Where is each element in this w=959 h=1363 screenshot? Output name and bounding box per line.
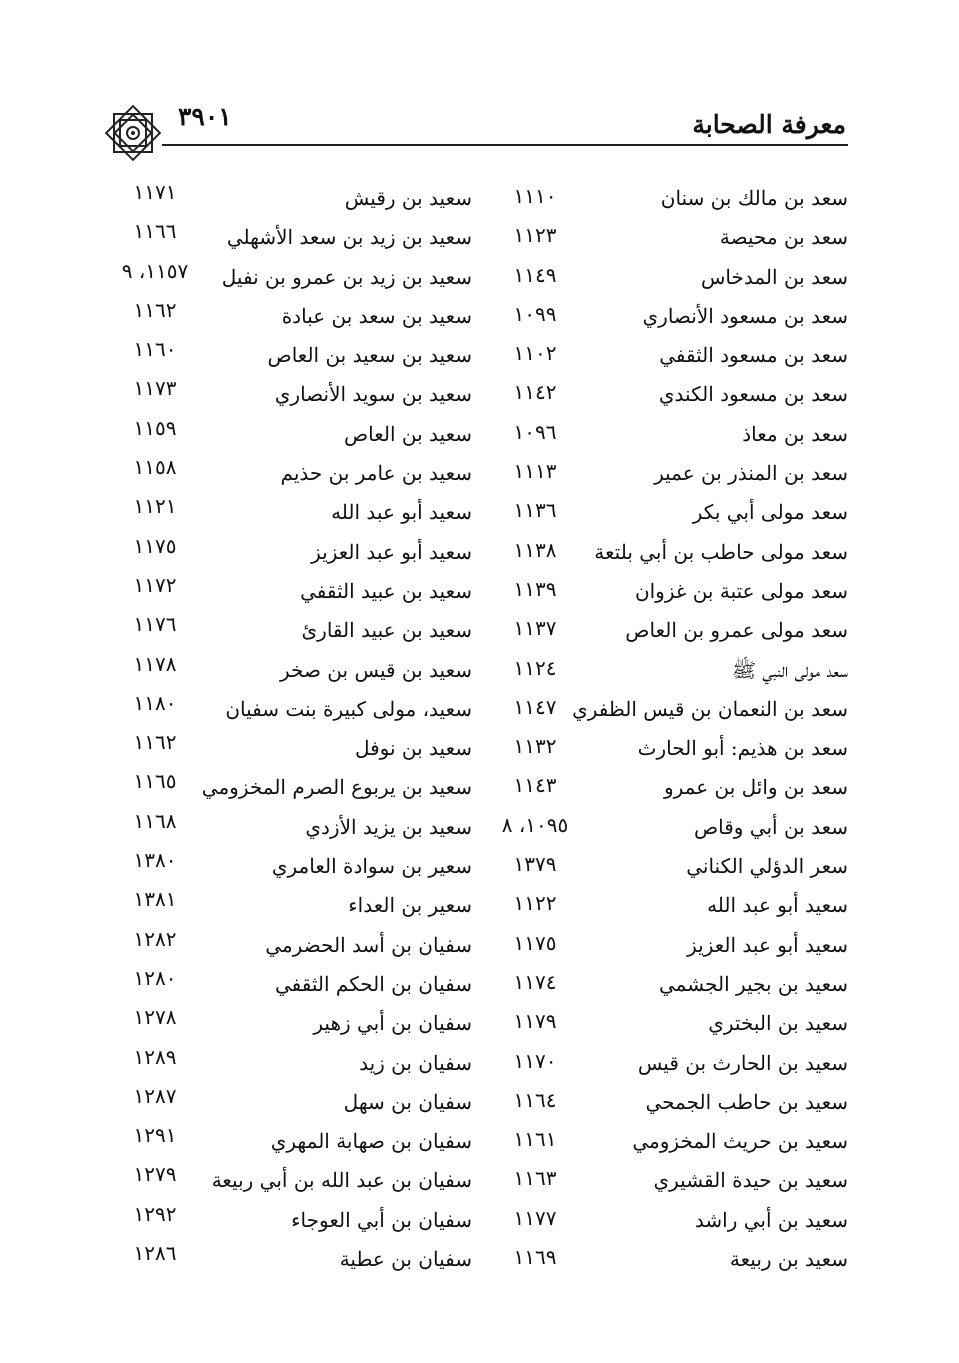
entry-name-left: سفيان بن سهل [343, 1089, 472, 1114]
list-item [110, 374, 848, 413]
entry-number-right: ١١٧٤ [513, 969, 557, 994]
list-item [110, 1082, 848, 1121]
entry-name-right: سعد بن معاذ [742, 421, 848, 446]
entry-number-left: ١١٧٢ [133, 572, 177, 597]
entry-name-left: سفيان بن الحكم الثقفي [274, 971, 472, 996]
entry-number-left: ١١٧٨ [133, 651, 177, 676]
entry-name-right: سعر الدؤلي الكناني [686, 854, 848, 879]
entry-name-left: سفيان بن أبي العوجاء [291, 1207, 472, 1232]
entry-number-right: ١١٧٧ [513, 1205, 557, 1230]
entry-number-right: ١١٦٩ [513, 1245, 557, 1270]
entry-name-right: سعد بن مالك بن سنان [660, 186, 848, 210]
entry-name-left: سفيان بن أسد الحضرمي [265, 932, 472, 957]
page-title: معرفة الصحابة [692, 110, 846, 139]
entry-name-left: سفيان بن عبد الله بن أبي ربيعة [211, 1168, 472, 1193]
list-item [110, 1043, 848, 1082]
entry-number-left: ١٢٩١ [133, 1123, 177, 1148]
list-item [110, 610, 848, 649]
entry-name-left: سعيد بن قيس بن صخر [280, 657, 472, 682]
entry-name-left: سعيد بن سويد الأنصاري [274, 382, 472, 407]
entry-name-right: سعد بن وائل بن عمرو [663, 775, 848, 800]
entry-name-left: سعيد بن سعيد بن العاص [267, 343, 472, 368]
entry-name-right: سعيد بن حاطب الجمحي [645, 1089, 848, 1114]
star-ornament-icon [100, 100, 166, 166]
list-item [110, 650, 848, 689]
entry-name-right: سعد بن أبي وقاص [693, 814, 848, 839]
entry-name-right: سعيد أبو عبد الله [707, 893, 848, 918]
entry-number-right: ١١٢٢ [513, 891, 557, 916]
entry-name-right: سعد مولى أبي بكر [692, 500, 848, 525]
list-item [110, 571, 848, 610]
entry-number-right: ١١٠٢ [513, 341, 557, 366]
list-item [110, 257, 848, 296]
entry-number-left: ١٢٧٩ [133, 1162, 177, 1187]
entry-name-left: سفيان بن عطية [339, 1247, 472, 1272]
entry-number-right: ١١١٠ [513, 184, 557, 208]
entry-number-left: ١١٦٢ [133, 730, 177, 755]
entry-name-right: سعد بن هذيم: أبو الحارث [637, 736, 848, 761]
entry-number-left: ١١٦٠ [133, 337, 177, 362]
entry-name-left: سعيد بن زيد بن سعد الأشهلي [226, 225, 472, 250]
entry-name-left: سعيد بن سعد بن عبادة [281, 303, 472, 328]
entry-name-left: سفيان بن زيد [359, 1050, 472, 1075]
list-item [110, 885, 848, 924]
list-item [110, 414, 848, 453]
entry-name-right: سعيد بن الحارث بن قيس [637, 1050, 848, 1075]
list-item [110, 178, 848, 217]
list-item [110, 846, 848, 885]
entry-number-left: ١٢٨٦ [133, 1241, 177, 1266]
entry-number-right: ١١٦٤ [513, 1087, 557, 1112]
list-item [110, 728, 848, 767]
entry-name-left: سعيد بن عبيد القارئ [301, 618, 472, 643]
list-item [110, 335, 848, 374]
entry-number-left: ١١٦٥ [133, 769, 177, 794]
entry-number-left: ١١٧٦ [133, 612, 177, 637]
entry-name-right: سعد مولى حاطب بن أبي بلتعة [594, 539, 848, 564]
entry-number-left: ١٢٩٢ [133, 1201, 177, 1226]
entry-name-right: سعد بن مسعود الكندي [658, 382, 848, 407]
entry-name-left: سعيد، مولى كبيرة بنت سفيان [225, 696, 472, 721]
entry-number-right: ١٣٧٩ [513, 852, 557, 877]
entry-name-right: سعد بن النعمان بن قيس الظفري [572, 696, 848, 721]
entry-number-right: ١١٧٠ [513, 1048, 557, 1073]
list-item [110, 767, 848, 806]
list-item [110, 492, 848, 531]
list-item [110, 807, 848, 846]
entry-name-left: سعيد بن يربوع الصرم المخزومي [201, 775, 472, 800]
list-item [110, 1003, 848, 1042]
entry-name-right: سعد بن محيصة [719, 225, 848, 250]
list-item [110, 1160, 848, 1199]
list-item [110, 925, 848, 964]
entry-number-right: ١١١٣ [513, 459, 557, 484]
entry-number-left: ١٣٨٠ [133, 848, 177, 873]
entry-number-right: ١١٢٣ [513, 223, 557, 248]
list-item [110, 1121, 848, 1160]
entry-number-left: ١١٥٨ [133, 455, 177, 480]
page-number: ٣٩٠١ [178, 102, 232, 131]
entry-number-left: ١١٢١ [133, 494, 177, 519]
entry-number-left: ١٢٨٢ [133, 926, 177, 951]
entry-number-right: ١١٤٣ [513, 773, 557, 798]
entry-name-left: سعيد بن عبيد الثقفي [300, 578, 472, 603]
entry-name-right: سعد مولى عمرو بن العاص [625, 618, 848, 643]
entry-name-left: سعيد بن عامر بن حذيم [280, 461, 472, 486]
entry-number-left: ١١٧١ [133, 180, 177, 204]
entry-name-left: سعيد بن يزيد الأزدي [305, 814, 472, 839]
entry-number-right: ١١٢٤ [513, 655, 557, 680]
entry-number-right: ١١٦١ [513, 1127, 557, 1152]
entry-number-left: ١١٧٣ [133, 376, 177, 401]
entry-number-right: ١١٤٩ [513, 262, 557, 287]
entry-name-right: سعد بن مسعود الثقفي [659, 343, 848, 368]
entry-number-right: ١٠٩٥، ٨ [501, 812, 569, 837]
entry-number-right: ١٠٩٦ [513, 419, 557, 444]
entry-name-right: سعيد بن أبي راشد [694, 1207, 848, 1232]
entry-number-left: ١١٨٠ [133, 690, 177, 715]
entry-name-left: سعيد أبو عبد العزيز [311, 539, 472, 564]
list-item [110, 532, 848, 571]
entry-name-left: سفيان بن أبي زهير [313, 1011, 472, 1036]
entry-name-left: سعيد بن العاص [343, 421, 472, 446]
entry-name-left: سعيد بن رقيش [344, 186, 472, 210]
entry-number-right: ١١٤٧ [513, 694, 557, 719]
list-item [110, 1200, 848, 1239]
list-item [110, 964, 848, 1003]
entry-number-right: ١١٣٩ [513, 576, 557, 601]
entry-number-right: ١١٤٢ [513, 380, 557, 405]
entry-name-right: سعد بن مسعود الأنصاري [642, 303, 848, 328]
entry-number-left: ١٣٨١ [133, 887, 177, 912]
header-divider [162, 144, 848, 146]
entry-number-right: ١١٣٧ [513, 616, 557, 641]
entry-name-right: سعد مولى النبي ﷺ [731, 657, 848, 682]
entry-name-right: سعيد بن ربيعة [729, 1247, 848, 1272]
entry-number-left: ١٢٨٧ [133, 1083, 177, 1108]
entry-name-left: سعيد أبو عبد الله [331, 500, 472, 525]
entry-name-right: سعيد بن حريث المخزومي [632, 1129, 848, 1154]
list-item [110, 689, 848, 728]
page-header [100, 100, 848, 160]
list-item [110, 296, 848, 335]
entry-number-right: ١٠٩٩ [513, 301, 557, 326]
list-item [110, 1239, 848, 1278]
entry-number-left: ١١٦٦ [133, 219, 177, 244]
entry-number-left: ١١٥٩ [133, 415, 177, 440]
entry-name-right: سعد بن المنذر بن عمير [654, 461, 848, 486]
entry-name-right: سعيد بن البختري [708, 1011, 848, 1036]
entry-name-left: سعير بن سوادة العامري [271, 854, 472, 879]
entry-name-right: سعيد بن بجير الجشمي [659, 971, 848, 996]
entry-number-right: ١١٣٨ [513, 537, 557, 562]
entry-number-right: ١١٧٩ [513, 1009, 557, 1034]
entry-number-right: ١١٧٥ [513, 930, 557, 955]
entry-number-left: ١١٦٢ [133, 297, 177, 322]
entry-number-left: ١٢٨٠ [133, 965, 177, 990]
entry-name-left: سعيد بن نوفل [354, 736, 472, 761]
entry-number-left: ١١٧٥ [133, 533, 177, 558]
list-item [110, 217, 848, 256]
entry-name-right: سعيد أبو عبد العزيز [687, 932, 848, 957]
entry-number-right: ١١٣٦ [513, 498, 557, 523]
index-list [110, 178, 848, 1278]
entry-name-right: سعد مولى عتبة بن غزوان [634, 578, 848, 603]
entry-number-right: ١١٣٢ [513, 734, 557, 759]
entry-name-right: سعيد بن حيدة القشيري [653, 1168, 848, 1193]
entry-name-left: سفيان بن صهابة المهري [270, 1129, 472, 1154]
entry-name-right: سعد بن المدخاس [701, 264, 848, 289]
entry-name-left: سعير بن العداء [348, 893, 472, 918]
entry-number-left: ١٢٧٨ [133, 1005, 177, 1030]
entry-number-left: ١١٦٨ [133, 808, 177, 833]
entry-number-left: ١١٥٧، ٩ [121, 258, 189, 283]
entry-name-left: سعيد بن زيد بن عمرو بن نفيل [221, 264, 472, 289]
entry-number-right: ١١٦٣ [513, 1166, 557, 1191]
entry-number-left: ١٢٨٩ [133, 1044, 177, 1069]
list-item [110, 453, 848, 492]
